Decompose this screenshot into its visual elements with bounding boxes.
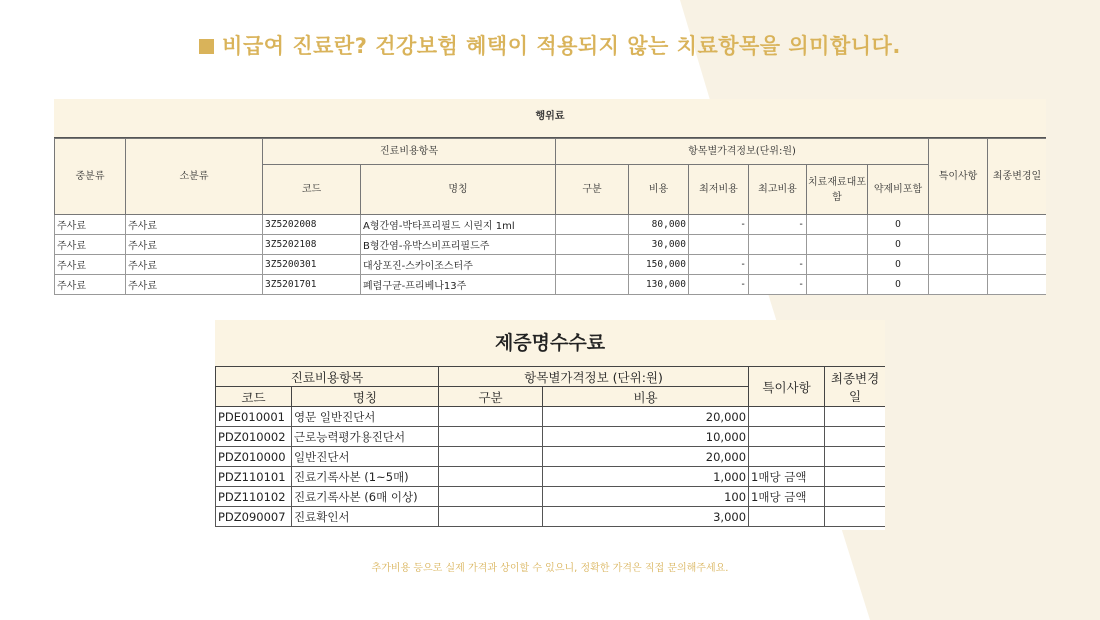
cell-sub: 주사료 (126, 275, 263, 295)
table-row (55, 275, 1047, 295)
cell-name: 근로능력평가용진단서 (292, 427, 439, 447)
cell-drug: O (868, 275, 929, 295)
cell-type (439, 487, 543, 507)
header-min-cost: 최저비용 (689, 165, 749, 215)
cell-special (749, 507, 825, 527)
cell-material (807, 215, 868, 235)
table-row (55, 235, 1047, 255)
cell-name: 진료확인서 (292, 507, 439, 527)
table2-title: 제증명수수료 (215, 320, 885, 366)
cell-last-changed (825, 427, 885, 447)
table1-grid (54, 138, 1046, 295)
cell-special (929, 235, 988, 255)
table-row (216, 467, 886, 487)
header-cost: 비용 (543, 387, 749, 407)
cell-type (556, 215, 629, 235)
cell-min-cost: - (689, 275, 749, 295)
header-special: 특이사항 (749, 367, 825, 407)
header-sub-category: 소분류 (126, 139, 263, 215)
cell-sub: 주사료 (126, 255, 263, 275)
cell-cost: 1,000 (543, 467, 749, 487)
cell-material (807, 255, 868, 275)
table-row (216, 427, 886, 447)
cell-max-cost: - (749, 255, 807, 275)
cell-type (439, 447, 543, 467)
cell-last-changed (825, 407, 885, 427)
cell-cost: 150,000 (629, 255, 689, 275)
header-price-group: 항목별가격정보 (단위:원) (439, 367, 749, 387)
header-price-group: 항목별가격정보(단위:원) (556, 139, 929, 165)
cell-code: 3Z5202108 (263, 235, 361, 255)
cell-max-cost: - (749, 275, 807, 295)
cell-type (556, 235, 629, 255)
cell-special (929, 255, 988, 275)
headline-text: 비급여 진료란? 건강보험 혜택이 적용되지 않는 치료항목을 의미합니다. (222, 34, 901, 58)
table-row (216, 487, 886, 507)
cell-max-cost (749, 235, 807, 255)
header-material: 치료재료대포함 (807, 165, 868, 215)
cell-max-cost: - (749, 215, 807, 235)
header-drug: 약제비포함 (868, 165, 929, 215)
cell-code: PDZ010002 (216, 427, 292, 447)
cell-name: 대상포진-스카이조스터주 (361, 255, 556, 275)
cell-sub: 주사료 (126, 215, 263, 235)
header-mid-category: 중분류 (55, 139, 126, 215)
square-bullet-icon (199, 39, 214, 54)
header-max-cost: 최고비용 (749, 165, 807, 215)
cell-mid: 주사료 (55, 255, 126, 275)
cell-code: PDZ110102 (216, 487, 292, 507)
cell-code: PDZ110101 (216, 467, 292, 487)
header-type: 구분 (439, 387, 543, 407)
cell-code: 3Z5200301 (263, 255, 361, 275)
header-special: 특이사항 (929, 139, 988, 215)
cell-code: PDZ090007 (216, 507, 292, 527)
table-row (55, 215, 1047, 235)
cell-special (749, 447, 825, 467)
cell-last-changed (825, 487, 885, 507)
table-row (55, 255, 1047, 275)
certificate-fee-table (215, 320, 885, 530)
cell-drug: O (868, 235, 929, 255)
cell-name: A형간염-박타프리필드 시린지 1ml (361, 215, 556, 235)
cell-special: 1매당 금액 (749, 487, 825, 507)
cell-type (556, 275, 629, 295)
cell-name: 진료기록사본 (6매 이상) (292, 487, 439, 507)
cell-type (439, 507, 543, 527)
cell-last-changed (988, 235, 1046, 255)
cell-material (807, 235, 868, 255)
cell-type (556, 255, 629, 275)
cell-type (439, 407, 543, 427)
cell-min-cost (689, 235, 749, 255)
cell-cost: 80,000 (629, 215, 689, 235)
cell-last-changed (825, 507, 885, 527)
cell-code: 3Z5202008 (263, 215, 361, 235)
cell-mid: 주사료 (55, 235, 126, 255)
cell-name: 일반진단서 (292, 447, 439, 467)
cell-cost: 30,000 (629, 235, 689, 255)
cell-last-changed (825, 447, 885, 467)
table1-title: 행위료 (54, 99, 1046, 138)
cell-cost: 100 (543, 487, 749, 507)
cell-type (439, 427, 543, 447)
price-disclaimer: 추가비용 등으로 실제 가격과 상이할 수 있으니, 정확한 가격은 직접 문의해주세요. (371, 563, 729, 574)
table-row (216, 507, 886, 527)
cell-special (929, 215, 988, 235)
header-type: 구분 (556, 165, 629, 215)
cell-special (749, 407, 825, 427)
cell-mid: 주사료 (55, 275, 126, 295)
cell-name: 폐렴구균-프리베나13주 (361, 275, 556, 295)
cell-last-changed (988, 275, 1046, 295)
cell-cost: 20,000 (543, 407, 749, 427)
treatment-fee-table (54, 99, 1046, 295)
cell-special (749, 427, 825, 447)
table2-grid (215, 366, 885, 527)
page-headline (0, 30, 1100, 60)
table-row (216, 447, 886, 467)
cell-code: PDZ010000 (216, 447, 292, 467)
cell-name: 진료기록사본 (1~5매) (292, 467, 439, 487)
cell-drug: O (868, 255, 929, 275)
cell-min-cost: - (689, 215, 749, 235)
cell-name: 영문 일반진단서 (292, 407, 439, 427)
cell-cost: 3,000 (543, 507, 749, 527)
cell-material (807, 275, 868, 295)
cell-special (929, 275, 988, 295)
cell-type (439, 467, 543, 487)
cell-last-changed (988, 255, 1046, 275)
cell-last-changed (825, 467, 885, 487)
cell-sub: 주사료 (126, 235, 263, 255)
header-code: 코드 (263, 165, 361, 215)
header-name: 명칭 (292, 387, 439, 407)
cell-special: 1매당 금액 (749, 467, 825, 487)
header-cost: 비용 (629, 165, 689, 215)
cell-mid: 주사료 (55, 215, 126, 235)
table-row (216, 407, 886, 427)
cell-drug: O (868, 215, 929, 235)
header-last-changed: 최종변경일 (825, 367, 885, 407)
cell-cost: 130,000 (629, 275, 689, 295)
cell-cost: 10,000 (543, 427, 749, 447)
cell-cost: 20,000 (543, 447, 749, 467)
cell-name: B형간염-유박스비프리필드주 (361, 235, 556, 255)
cell-code: PDE010001 (216, 407, 292, 427)
cell-min-cost: - (689, 255, 749, 275)
header-name: 명칭 (361, 165, 556, 215)
header-last-changed: 최종변경일 (988, 139, 1046, 215)
header-items-group: 진료비용항목 (216, 367, 439, 387)
cell-code: 3Z5201701 (263, 275, 361, 295)
cell-last-changed (988, 215, 1046, 235)
header-code: 코드 (216, 387, 292, 407)
header-items-group: 진료비용항목 (263, 139, 556, 165)
